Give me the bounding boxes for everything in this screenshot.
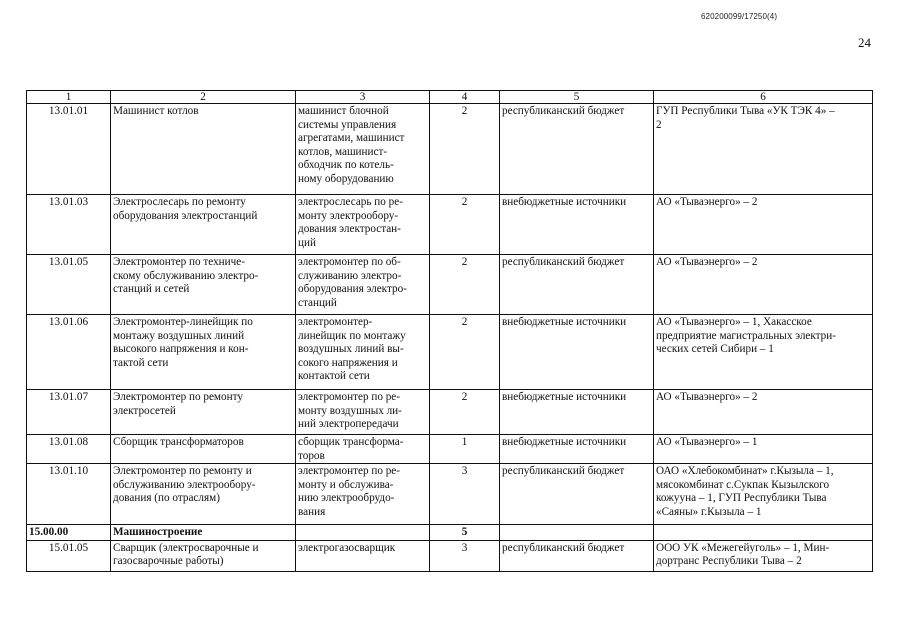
table-row bbox=[27, 315, 873, 390]
table-row bbox=[27, 464, 873, 525]
table-row bbox=[27, 195, 873, 255]
table-row bbox=[27, 390, 873, 435]
name-cell: Электрослесарь по ремонту оборудования электростанций bbox=[111, 195, 296, 255]
funding-cell: внебюджетные источники bbox=[500, 435, 654, 464]
funding-cell: республиканский бюджет bbox=[500, 464, 654, 525]
count-cell: 5 bbox=[430, 525, 500, 541]
table-header-row bbox=[27, 91, 873, 104]
funding-cell: республиканский бюджет bbox=[500, 255, 654, 315]
count-cell: 2 bbox=[430, 390, 500, 435]
page-number: 24 bbox=[858, 35, 871, 50]
table-row bbox=[27, 255, 873, 315]
professions-table bbox=[26, 90, 873, 572]
code-cell: 13.01.06 bbox=[27, 315, 111, 390]
column-header: 3 bbox=[296, 91, 430, 104]
table-row bbox=[27, 104, 873, 195]
profession-cell: электрослесарь по ре- монту электрообору- дования электростан- ций bbox=[296, 195, 430, 255]
name-cell: Электромонтер по ремонту электросетей bbox=[111, 390, 296, 435]
table-row-section bbox=[27, 525, 873, 541]
code-cell: 13.01.10 bbox=[27, 464, 111, 525]
employers-cell: АО «Тываэнерго» – 2 bbox=[654, 195, 873, 255]
name-cell: Электромонтер по ремонту и обслуживанию электрообору- дования (по отраслям) bbox=[111, 464, 296, 525]
profession-cell bbox=[296, 525, 430, 541]
name-cell: Машиностроение bbox=[111, 525, 296, 541]
profession-cell: сборщик трансформа- торов bbox=[296, 435, 430, 464]
code-cell: 15.00.00 bbox=[27, 525, 111, 541]
count-cell: 2 bbox=[430, 315, 500, 390]
count-cell: 1 bbox=[430, 435, 500, 464]
code-cell: 13.01.08 bbox=[27, 435, 111, 464]
table-row bbox=[27, 540, 873, 571]
code-cell: 15.01.05 bbox=[27, 540, 111, 571]
count-cell: 2 bbox=[430, 104, 500, 195]
name-cell: Электромонтер по техниче- скому обслуживанию электро- станций и сетей bbox=[111, 255, 296, 315]
profession-cell: электромонтер по ре- монту и обслужива- нию электрообрудо- вания bbox=[296, 464, 430, 525]
profession-cell: электромонтер по ре- монту воздушных ли- ний электропередачи bbox=[296, 390, 430, 435]
employers-cell: АО «Тываэнерго» – 1, Хакасское предприятие магистральных электри- ческих сетей Сибири – 1 bbox=[654, 315, 873, 390]
code-cell: 13.01.03 bbox=[27, 195, 111, 255]
funding-cell bbox=[500, 525, 654, 541]
name-cell: Электромонтер-линейщик по монтажу воздушных линий высокого напряжения и кон- тактой сети bbox=[111, 315, 296, 390]
profession-cell: электромонтер по об- служиванию электро- оборудования электро- станций bbox=[296, 255, 430, 315]
employers-cell: ГУП Республики Тыва «УК ТЭК 4» – 2 bbox=[654, 104, 873, 195]
profession-cell: машинист блочной системы управления агрегатами, машинист котлов, машинист- обходчик по котель- ному оборудованию bbox=[296, 104, 430, 195]
count-cell: 3 bbox=[430, 540, 500, 571]
funding-cell: внебюджетные источники bbox=[500, 195, 654, 255]
code-cell: 13.01.07 bbox=[27, 390, 111, 435]
count-cell: 2 bbox=[430, 255, 500, 315]
count-cell: 3 bbox=[430, 464, 500, 525]
name-cell: Сборщик трансформаторов bbox=[111, 435, 296, 464]
employers-cell: ООО УК «Межегейуголь» – 1, Мин- дортранс Республики Тыва – 2 bbox=[654, 540, 873, 571]
column-header: 4 bbox=[430, 91, 500, 104]
funding-cell: внебюджетные источники bbox=[500, 390, 654, 435]
funding-cell: внебюджетные источники bbox=[500, 315, 654, 390]
table-row bbox=[27, 435, 873, 464]
employers-cell: ОАО «Хлебокомбинат» г.Кызыла – 1, мясокомбинат с.Сукпак Кызылского кожууна – 1, ГУП Республики Тыва «Саяны» г.Кызыла – 1 bbox=[654, 464, 873, 525]
column-header: 6 bbox=[654, 91, 873, 104]
employers-cell: АО «Тываэнерго» – 1 bbox=[654, 435, 873, 464]
column-header: 2 bbox=[111, 91, 296, 104]
code-cell: 13.01.01 bbox=[27, 104, 111, 195]
profession-cell: электромонтер- линейщик по монтажу воздушных линий вы- сокого напряжения и контактой сети bbox=[296, 315, 430, 390]
name-cell: Сварщик (электросварочные и газосварочные работы) bbox=[111, 540, 296, 571]
funding-cell: республиканский бюджет bbox=[500, 540, 654, 571]
column-header: 1 bbox=[27, 91, 111, 104]
employers-cell: АО «Тываэнерго» – 2 bbox=[654, 255, 873, 315]
document-id: 620200099/17250(4) bbox=[701, 12, 778, 21]
column-header: 5 bbox=[500, 91, 654, 104]
profession-cell: электрогазосварщик bbox=[296, 540, 430, 571]
employers-cell bbox=[654, 525, 873, 541]
funding-cell: республиканский бюджет bbox=[500, 104, 654, 195]
employers-cell: АО «Тываэнерго» – 2 bbox=[654, 390, 873, 435]
name-cell: Машинист котлов bbox=[111, 104, 296, 195]
count-cell: 2 bbox=[430, 195, 500, 255]
code-cell: 13.01.05 bbox=[27, 255, 111, 315]
